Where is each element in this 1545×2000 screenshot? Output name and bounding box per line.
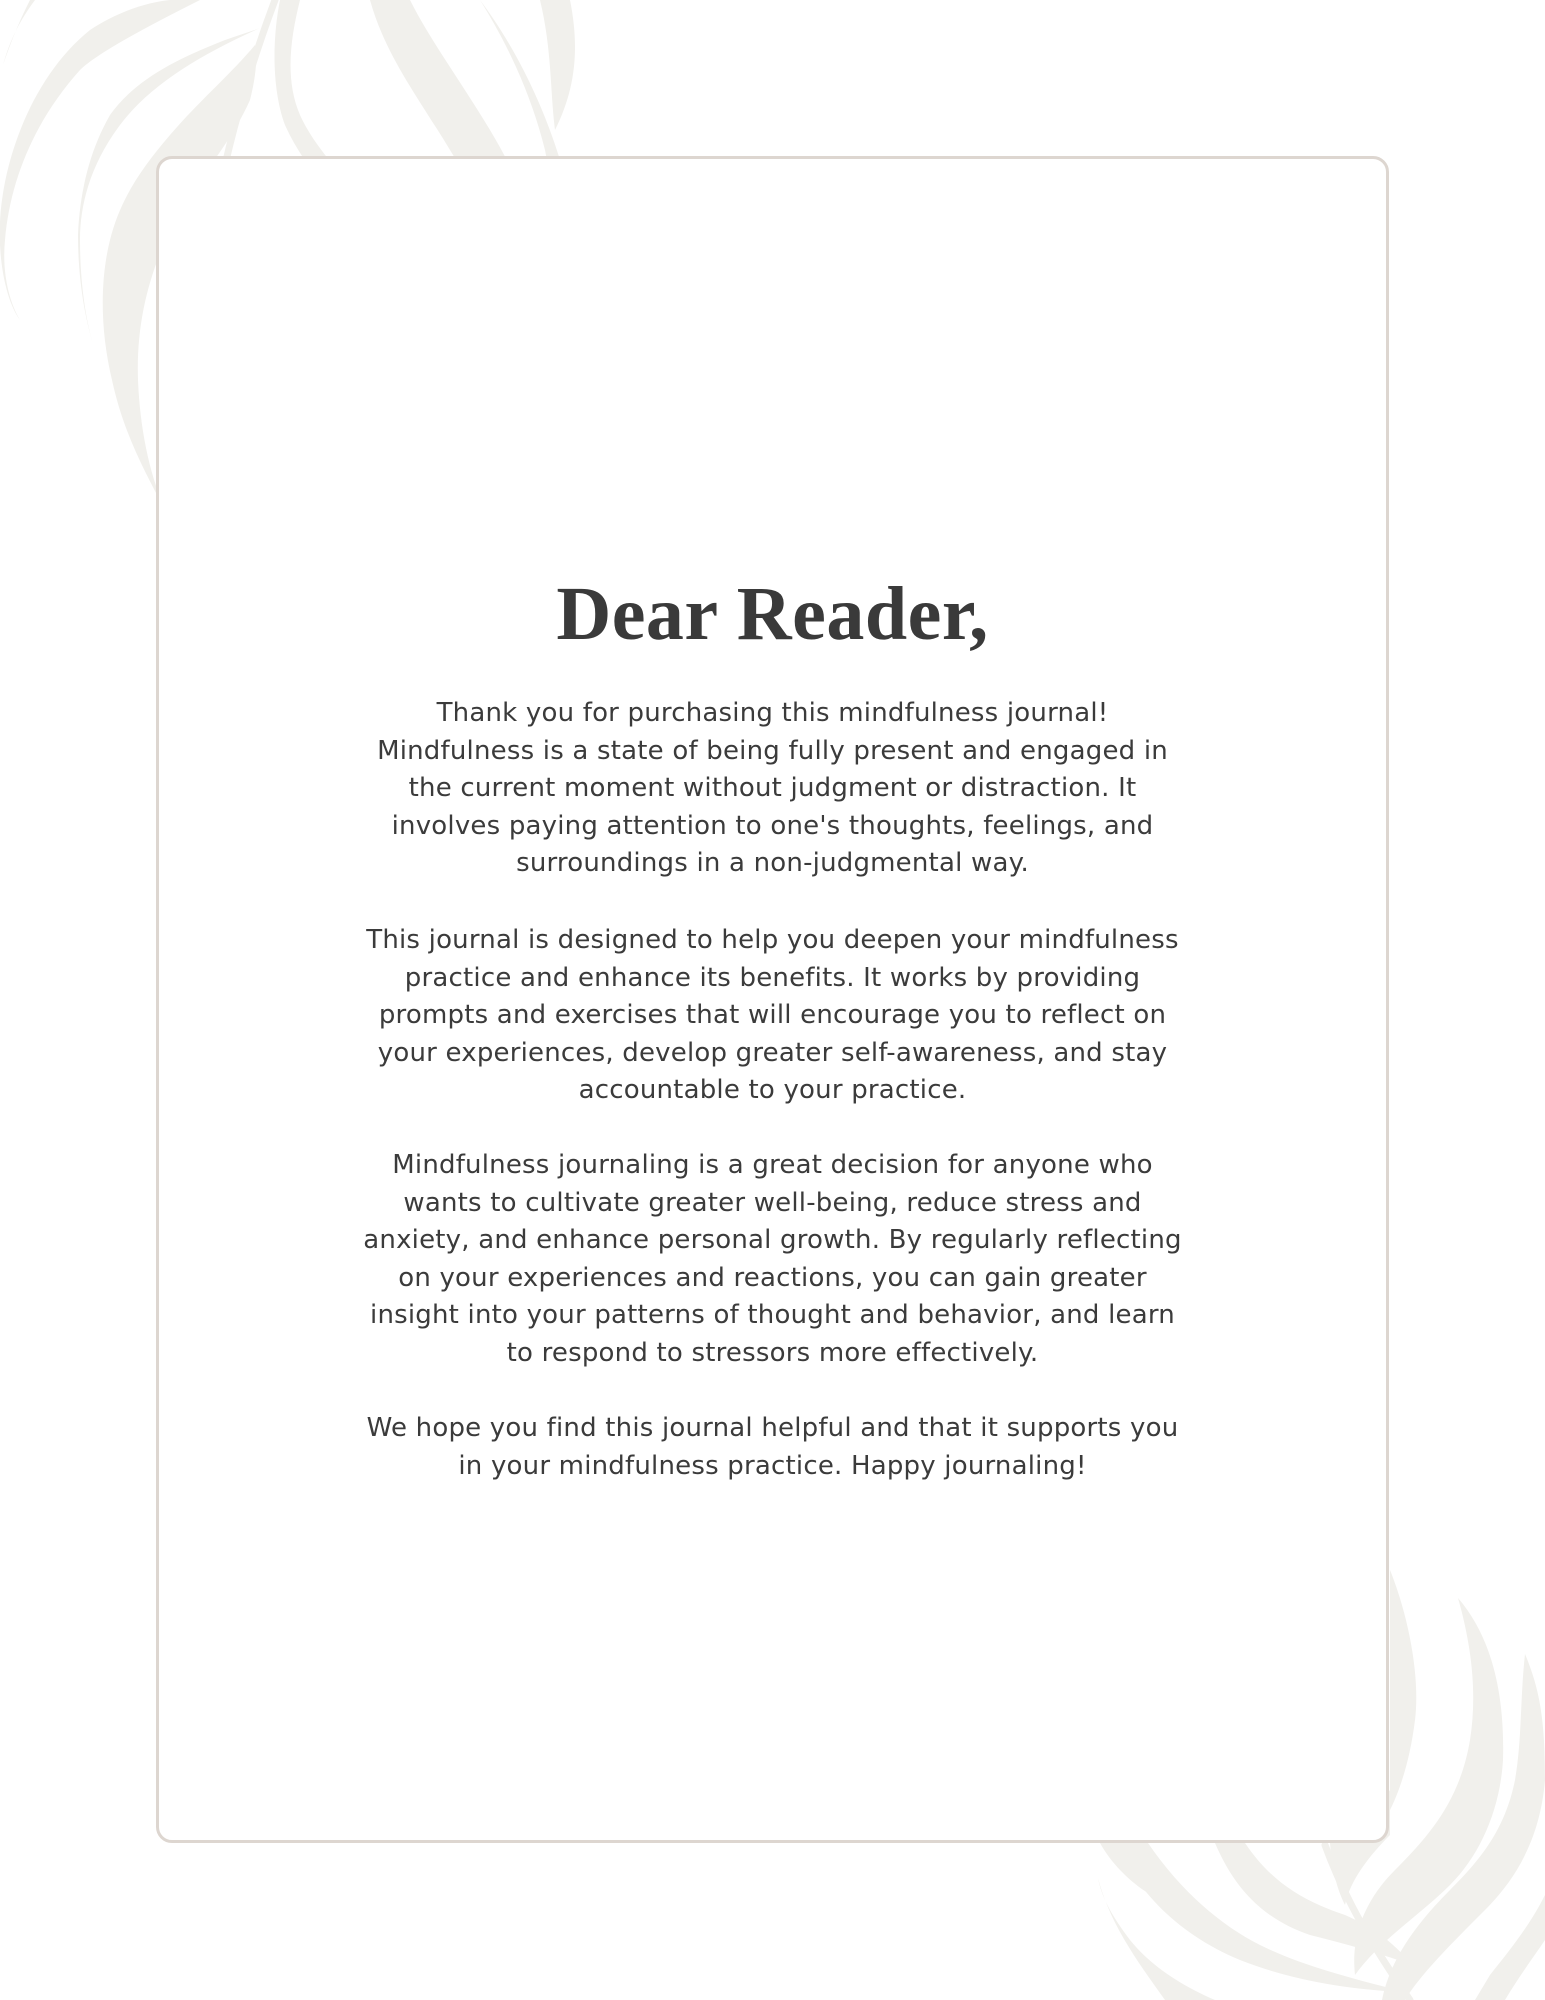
paragraph-line: Mindfulness journaling is a great decision for anyone who [392, 1150, 1153, 1180]
paragraph-line: on your experiences and reactions, you can gain greater [398, 1262, 1147, 1293]
paragraph-line: your experiences, develop greater self-awareness, and stay [377, 1037, 1168, 1068]
paragraph-line: Thank you for purchasing this mindfulness journal! [436, 698, 1109, 728]
paragraph-line: anxiety, and enhance personal growth. By regularly reflecting [363, 1225, 1182, 1255]
paragraph-line: in your mindfulness practice. Happy journaling! [458, 1450, 1087, 1481]
letter-heading: Dear Reader, [556, 572, 989, 656]
paragraph-line: This journal is designed to help you deepen your mindfulness [366, 925, 1179, 955]
paragraph-line: prompts and exercises that will encourage you to reflect on [378, 1000, 1167, 1030]
paragraph-benefits [0, 1147, 1545, 1372]
paragraph-purpose [0, 922, 1545, 1110]
paragraph-line: Mindfulness is a state of being fully present and engaged in [377, 735, 1168, 766]
paragraph-line: We hope you find this journal helpful and that it supports you [366, 1413, 1179, 1443]
paragraph-line: the current moment without judgment or distraction. It [408, 773, 1137, 803]
paragraph-line: practice and enhance its benefits. It works by providing [404, 962, 1141, 993]
paragraph-line: surroundings in a non-judgmental way. [516, 848, 1029, 878]
paragraph-line: involves paying attention to one's thoughts, feelings, and [391, 810, 1154, 841]
paragraph-intro [0, 695, 1545, 883]
paragraph-line: accountable to your practice. [578, 1075, 967, 1105]
paragraph-line: to respond to stressors more effectively. [506, 1337, 1039, 1368]
paragraph-closing [0, 1410, 1545, 1485]
paragraph-line: wants to cultivate greater well-being, reduce stress and [403, 1187, 1142, 1218]
paragraph-line: insight into your patterns of thought and behavior, and learn [370, 1300, 1175, 1330]
